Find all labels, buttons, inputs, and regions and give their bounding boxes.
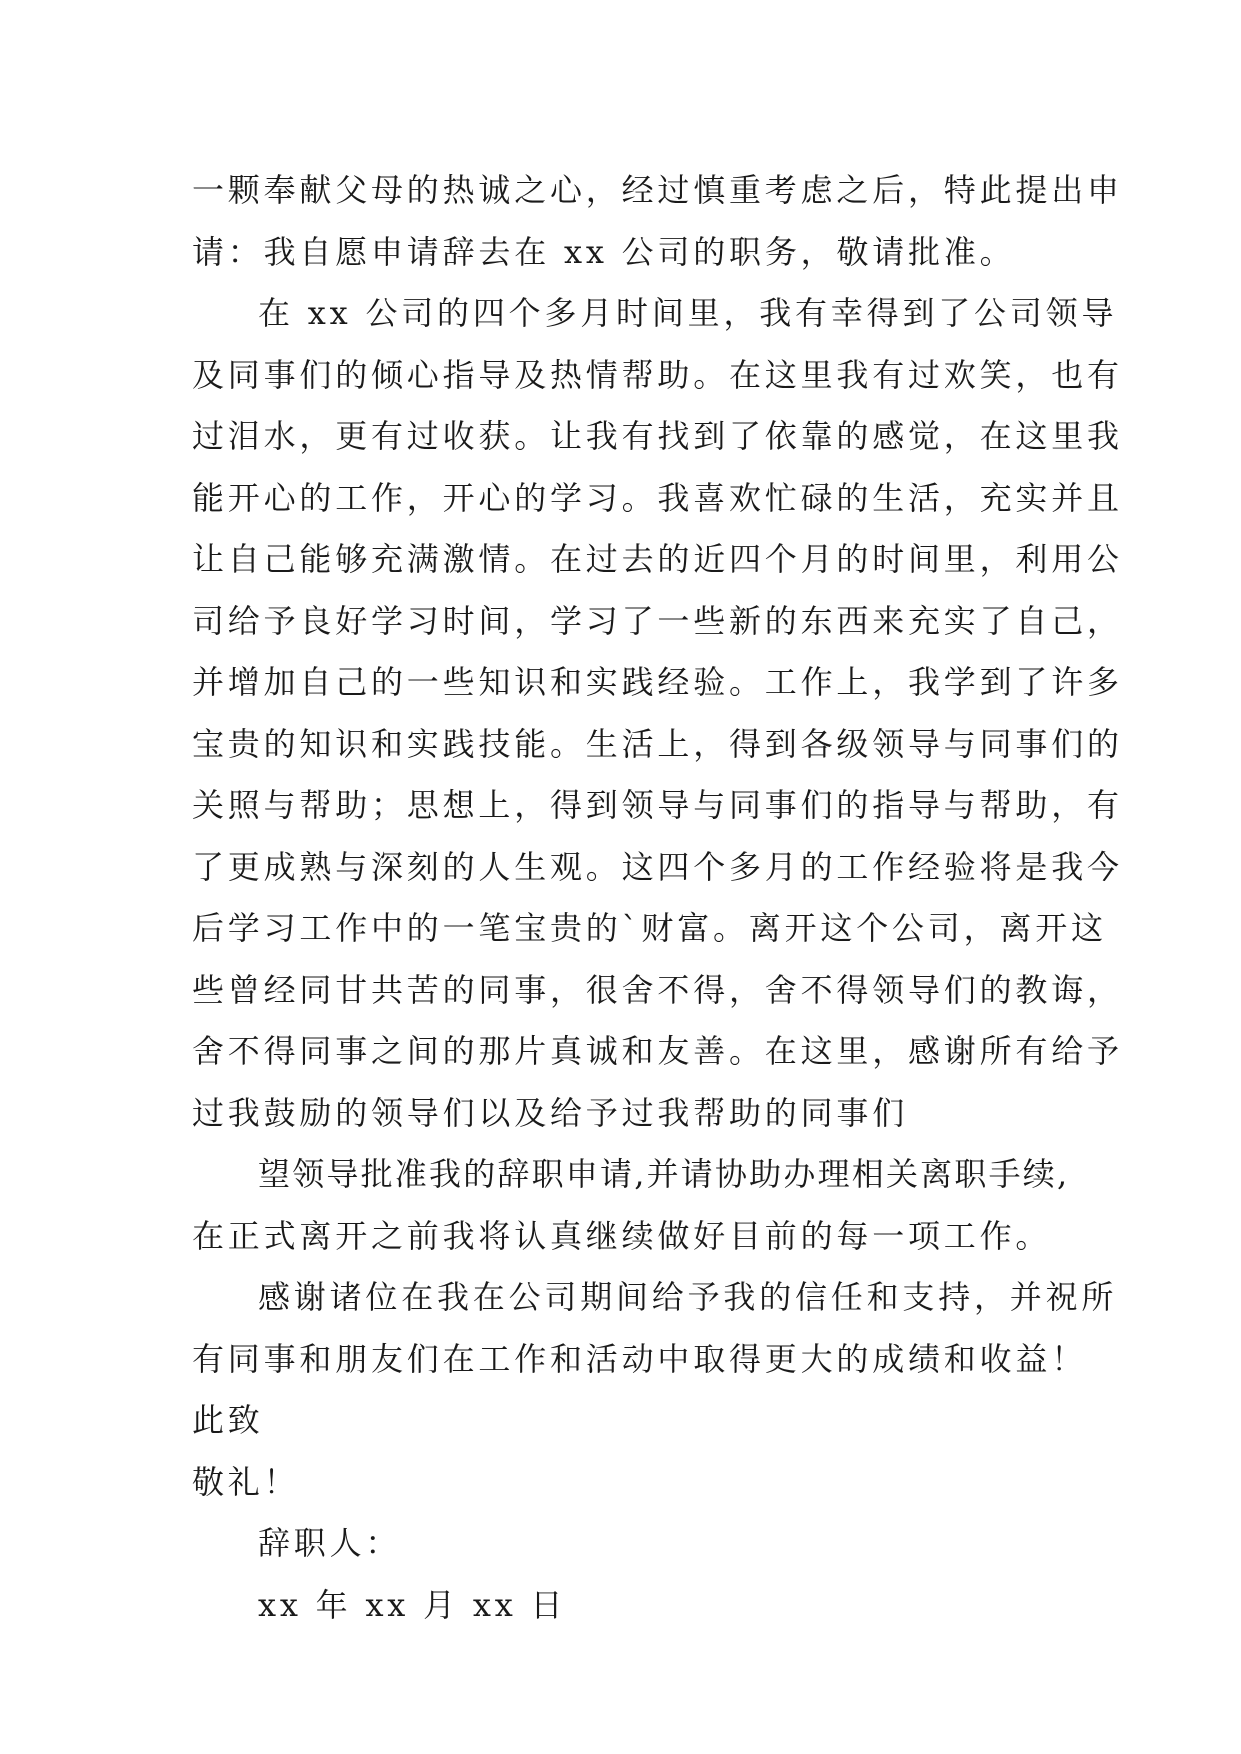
- paragraph-start-line: 感谢诸位在我在公司期间给予我的信任和支持，并祝所: [258, 1278, 1118, 1316]
- text-line: 后学习工作中的一笔宝贵的`财富。离开这个公司，离开这: [192, 909, 1107, 947]
- date-line: xx 年 xx 月 xx 日: [258, 1585, 567, 1624]
- text-line: 些曾经同甘共苦的同事，很舍不得，舍不得领导们的教诲，: [192, 970, 1123, 1009]
- text-line: 在正式离开之前我将认真继续做好目前的每一项工作。: [192, 1216, 1052, 1255]
- text-line: 有同事和朋友们在工作和活动中取得更大的成绩和收益！: [192, 1339, 1088, 1378]
- text-line: 并增加自己的一些知识和实践经验。工作上，我学到了许多: [192, 663, 1123, 701]
- letter-body: [192, 160, 1123, 1636]
- text-line: 了更成熟与深刻的人生观。这四个多月的工作经验将是我今: [192, 847, 1123, 886]
- text-line: 司给予良好学习时间，学习了一些新的东西来充实了自己，: [192, 601, 1123, 640]
- text-line: 请：我自愿申请辞去在 xx 公司的职务，敬请批准。: [192, 232, 1016, 271]
- text-line: 能开心的工作，开心的学习。我喜欢忙碌的生活，充实并且: [192, 478, 1123, 517]
- closing-line: 此致: [192, 1401, 264, 1439]
- signature-label: 辞职人：: [258, 1524, 402, 1562]
- text-line: 让自己能够充满激情。在过去的近四个月的时间里，利用公: [192, 540, 1123, 578]
- text-line: 舍不得同事之间的那片真诚和友善。在这里，感谢所有给予: [192, 1032, 1123, 1070]
- text-line: 过泪水，更有过收获。让我有找到了依靠的感觉，在这里我: [192, 417, 1123, 455]
- text-line: 一颗奉献父母的热诚之心，经过慎重考虑之后，特此提出申: [192, 171, 1123, 209]
- text-line: 关照与帮助；思想上，得到领导与同事们的指导与帮助，有: [192, 786, 1123, 824]
- paragraph-start-line: 在 xx 公司的四个多月时间里，我有幸得到了公司领导: [258, 294, 1118, 332]
- paragraph-start-line: 望领导批准我的辞职申请,并请协助办理相关离职手续,: [258, 1155, 1070, 1193]
- salutation-line: 敬礼！: [192, 1462, 300, 1501]
- text-line: 过我鼓励的领导们以及给予过我帮助的同事们: [192, 1093, 909, 1132]
- text-line: 及同事们的倾心指导及热情帮助。在这里我有过欢笑，也有: [192, 355, 1123, 394]
- text-line: 宝贵的知识和实践技能。生活上，得到各级领导与同事们的: [192, 724, 1123, 763]
